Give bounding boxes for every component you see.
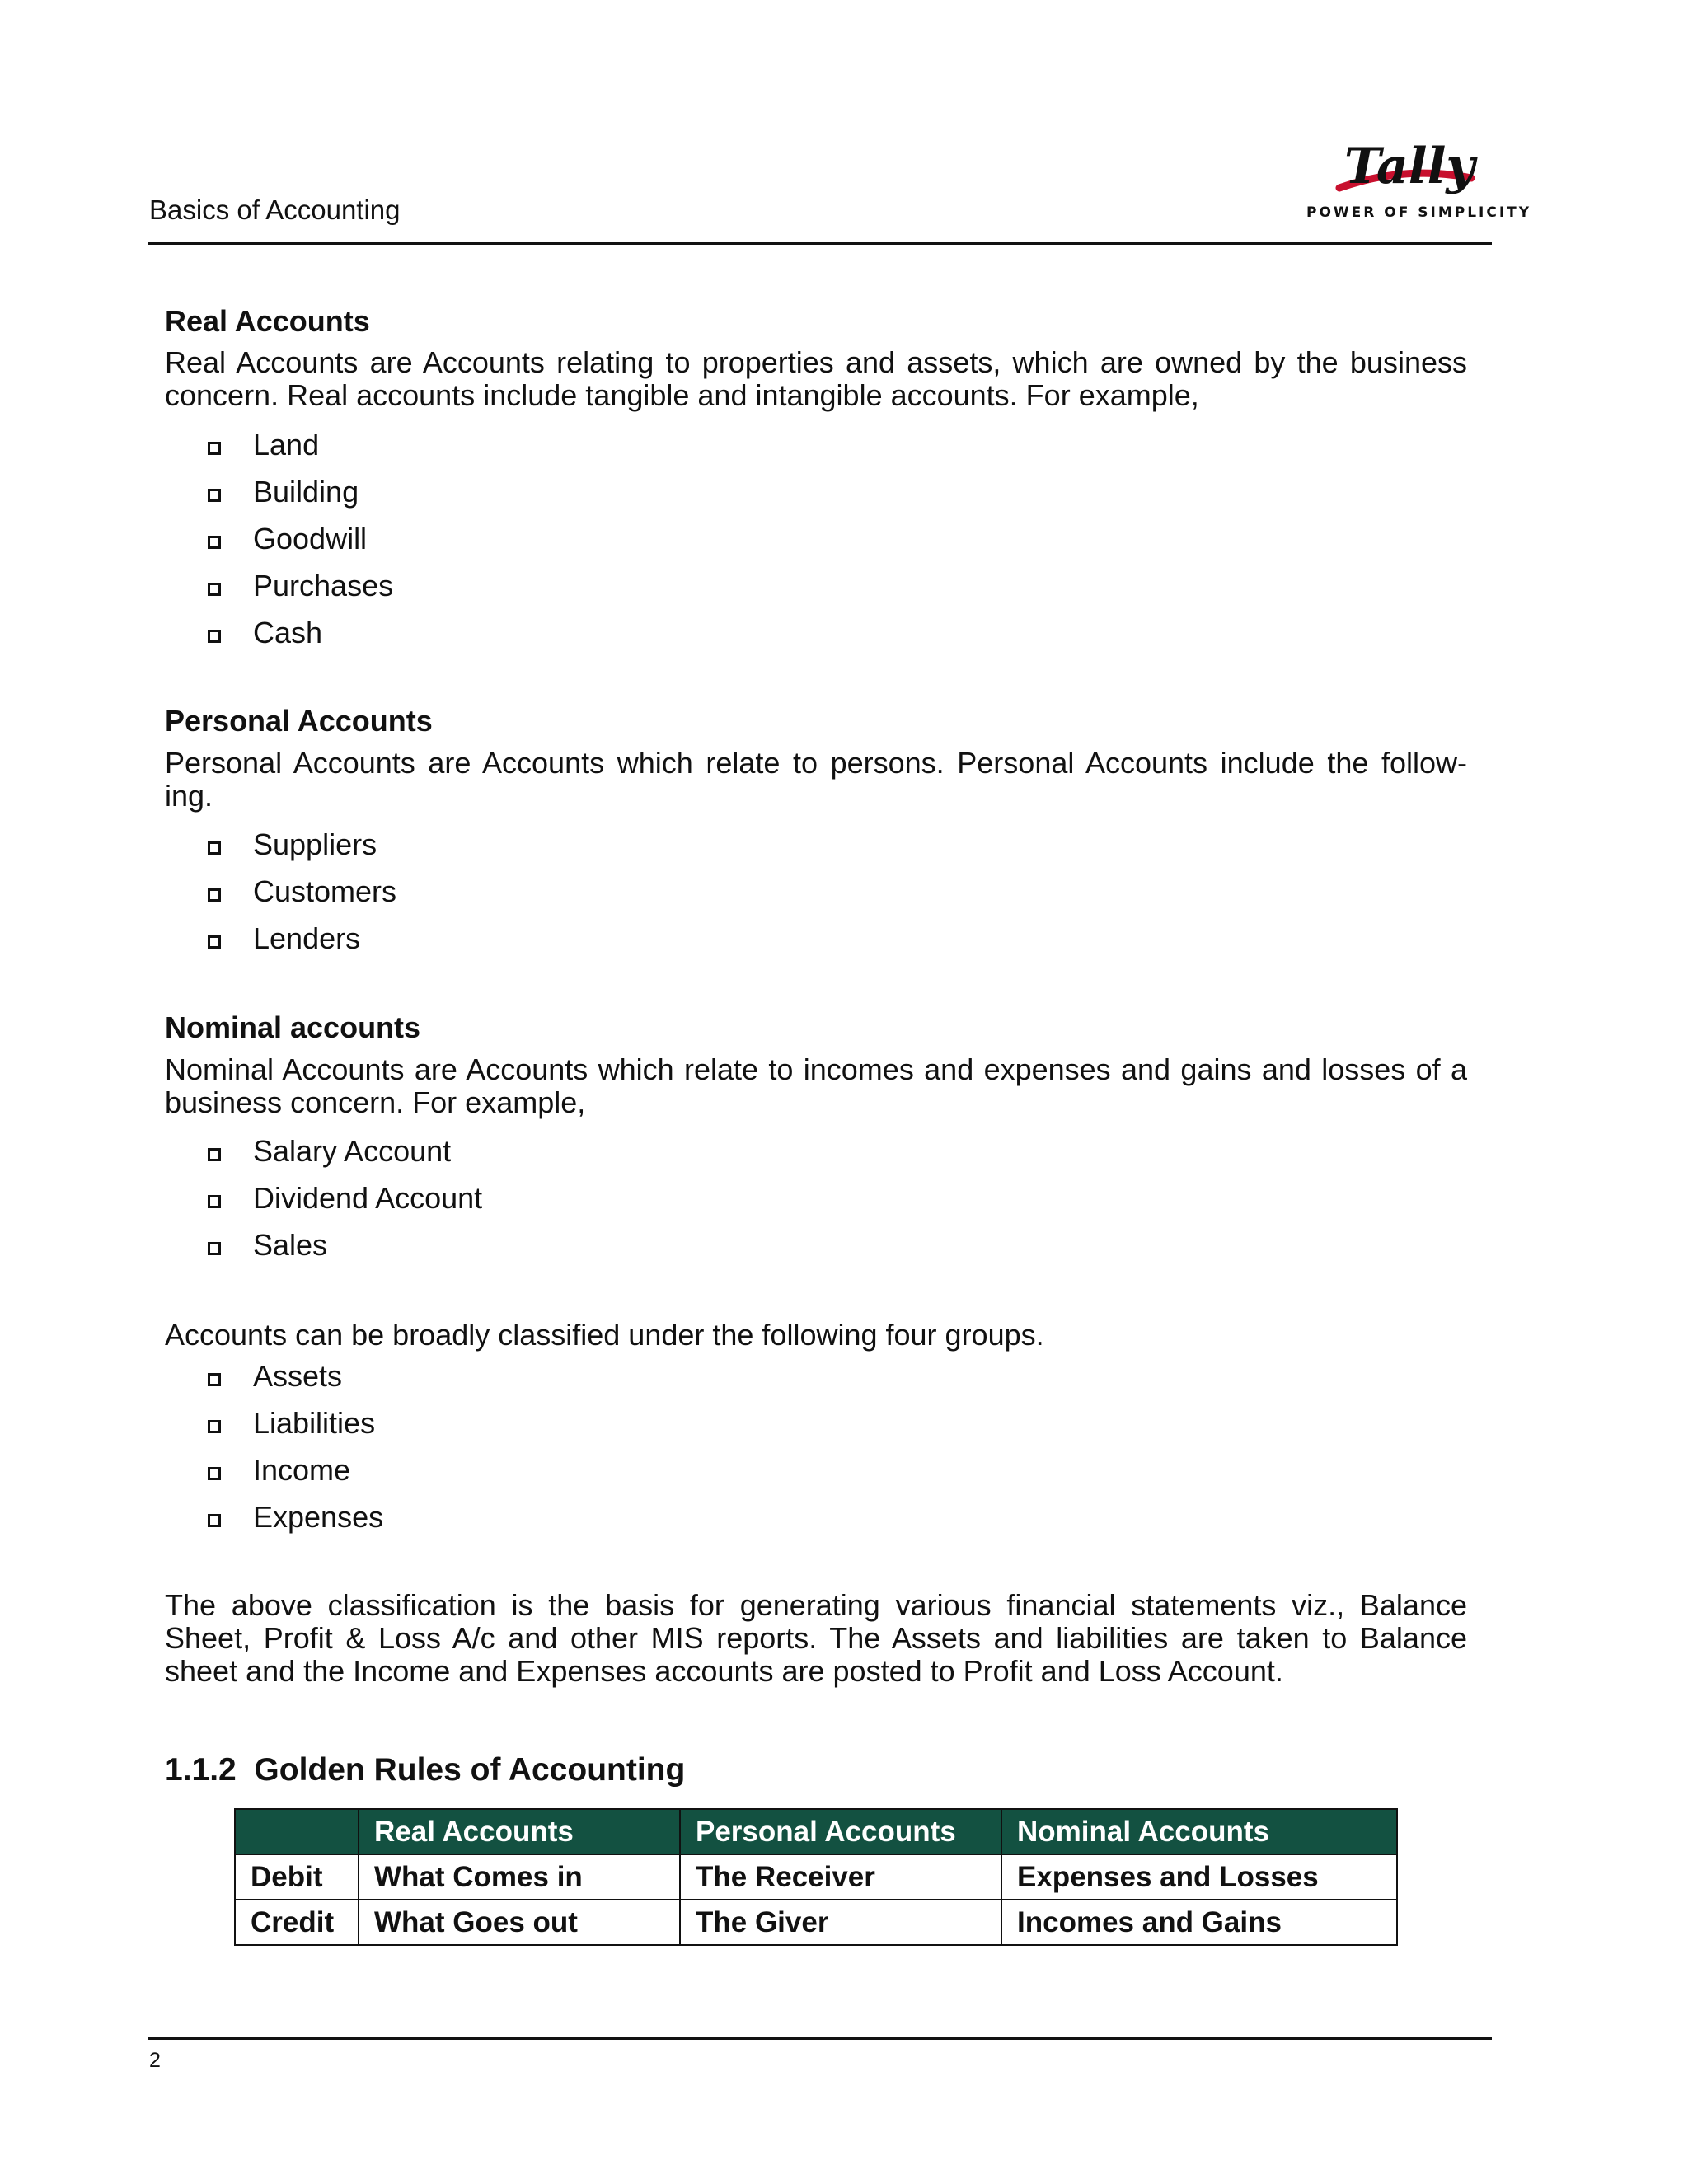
table-row [235,1900,1397,1945]
table-cell: Credit [235,1900,359,1945]
square-bullet-icon [208,583,221,596]
tally-logo-mark [1306,132,1504,203]
nominal-accounts-description: Nominal Accounts are Accounts which relate to incomes and expenses and gains and losses of a business concern. For example, [165,1052,1467,1119]
table-cell: Debit [235,1854,359,1900]
square-bullet-icon [208,1514,221,1527]
nominal-accounts-heading: Nominal accounts [165,1010,421,1044]
square-bullet-icon [208,1148,221,1161]
table-row [235,1854,1397,1900]
logo-tagline: POWER OF SIMPLICITY [1306,204,1532,221]
classification-summary: The above classification is the basis for generating various financial statements viz., Balance Sheet, Profit & Loss A/c and other MIS reports. The Assets and liabilities are taken to Balance sheet and the Income and Expenses accounts are posted to Profit and Loss Account. [165,1588,1467,1688]
real-accounts-heading: Real Accounts [165,304,370,338]
square-bullet-icon [208,1373,221,1386]
square-bullet-icon [208,1467,221,1480]
square-bullet-icon [208,630,221,643]
golden-rules-table [234,1808,1398,1946]
classification-intro: Accounts can be broadly classified under the following four groups. [165,1318,1044,1352]
square-bullet-icon [208,888,221,902]
page-number: 2 [149,2049,161,2072]
column-header [235,1809,359,1854]
column-header: Nominal Accounts [1001,1809,1397,1854]
table-cell: Incomes and Gains [1001,1900,1397,1945]
square-bullet-icon [208,841,221,855]
square-bullet-icon [208,1420,221,1433]
table-cell: What Goes out [359,1900,680,1945]
personal-accounts-heading: Personal Accounts [165,704,433,738]
table-cell: Expenses and Losses [1001,1854,1397,1900]
table-cell: The Giver [680,1900,1001,1945]
personal-accounts-description: Personal Accounts are Accounts which relate to persons. Personal Accounts include the follow- ing. [165,746,1467,813]
square-bullet-icon [208,489,221,502]
square-bullet-icon [208,1195,221,1208]
table-cell: The Receiver [680,1854,1001,1900]
tally-logo [1306,132,1532,224]
column-header: Real Accounts [359,1809,680,1854]
document-header-title: Basics of Accounting [149,194,401,225]
column-header: Personal Accounts [680,1809,1001,1854]
footer-rule [148,2037,1492,2040]
square-bullet-icon [208,1242,221,1255]
golden-rules-title [165,1752,685,1788]
section-number: 1.1.2 [165,1752,237,1788]
logo-wordmark: Tally [1344,138,1475,195]
section-title-text: Golden Rules of Accounting [254,1752,686,1788]
table-cell: What Comes in [359,1854,680,1900]
real-accounts-description: Real Accounts are Accounts relating to properties and assets, which are owned by the business concern. Real accounts include tangible and intangible accounts. For example, [165,345,1467,412]
square-bullet-icon [208,935,221,949]
square-bullet-icon [208,536,221,549]
table-header-row [235,1809,1397,1854]
square-bullet-icon [208,442,221,455]
header-rule [148,242,1492,245]
